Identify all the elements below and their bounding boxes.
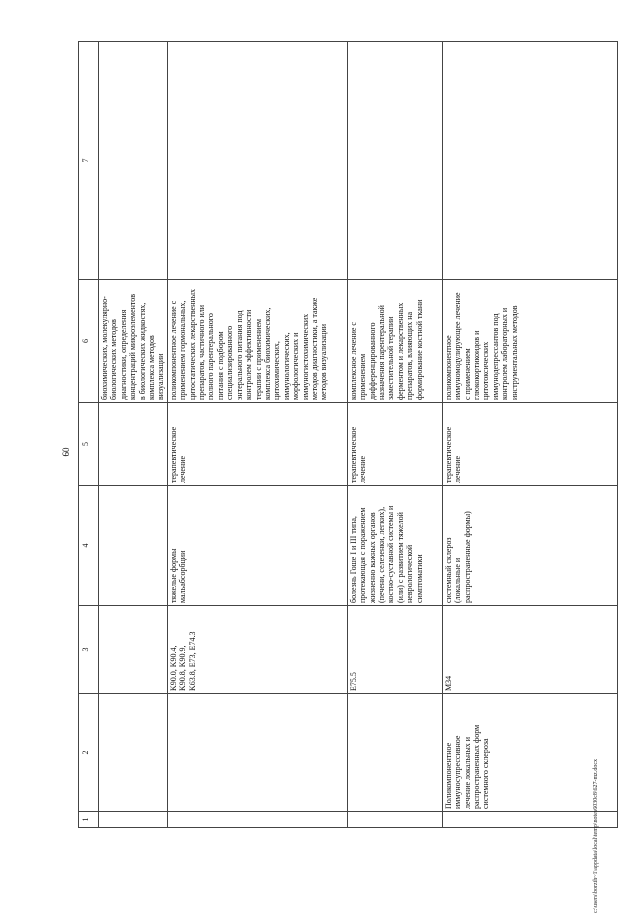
cell-cost	[99, 42, 168, 280]
cell-treatment-kind: терапевтическое лечение	[442, 403, 617, 486]
table-row	[347, 42, 442, 828]
cell-patient-model: тяжелые формы мальабсорбции	[167, 486, 347, 606]
column-header: 4	[79, 486, 99, 606]
column-header: 5	[79, 403, 99, 486]
cell-treatment-method: биохимических, молекулярно- биологических методов диагностики, определения концентраций микроэлементов в биологических жидкостях, комплекса методов визуализации	[99, 280, 168, 403]
cell-cost	[442, 42, 617, 280]
treatment-table	[78, 41, 618, 828]
cell-number	[99, 812, 168, 828]
cell-treatment-type	[347, 694, 442, 812]
footer-file-path: c:\users\borzih~1\appdata\local\temp\notes6030c8\627-mz.docx	[593, 758, 599, 913]
column-header: 2	[79, 694, 99, 812]
column-header: 1	[79, 812, 99, 828]
cell-icd-code: M34	[442, 606, 617, 694]
column-header: 7	[79, 42, 99, 280]
cell-icd-code: K90.0, K90.4, K90.8, K90.9, K63.8, E73, E74.3	[167, 606, 347, 694]
cell-number	[442, 812, 617, 828]
table-row	[167, 42, 347, 828]
column-header: 6	[79, 280, 99, 403]
cell-treatment-type	[99, 694, 168, 812]
cell-patient-model: системный склероз (локальные и распространенные формы)	[442, 486, 617, 606]
cell-treatment-type	[167, 694, 347, 812]
cell-icd-code	[99, 606, 168, 694]
cell-treatment-kind: терапевтическое лечение	[347, 403, 442, 486]
column-header: 3	[79, 606, 99, 694]
cell-treatment-kind: терапевтическое лечение	[167, 403, 347, 486]
cell-number	[167, 812, 347, 828]
cell-treatment-method: поликомпонентное иммуномодулирующее лечение с применением глюкокортикоидов и цитотоксических иммунодепрессантов под контролем лабораторных и инструментальных методов	[442, 280, 617, 403]
cell-treatment-kind	[99, 403, 168, 486]
cell-number	[347, 812, 442, 828]
cell-patient-model: болезнь Гоше I и III типа, протекающая с поражением жизненно важных органов (печени, селезенки, легких), костно-суставной системы и (или) с развитием тяжелой неврологической симптоматики	[347, 486, 442, 606]
cell-patient-model	[99, 486, 168, 606]
cell-cost	[347, 42, 442, 280]
cell-treatment-type: Поликомпонентное иммуносупрессивное лечение локальных и распространенных форм системного склероза	[442, 694, 617, 812]
header-row	[79, 42, 99, 828]
cell-cost	[167, 42, 347, 280]
cell-icd-code: E75.5	[347, 606, 442, 694]
cell-treatment-method: поликомпонентное лечение с применением гормональных, цитостатических лекарственных препаратов, частичного или полного парентерального питания с подбором специализированного энтерального питания под контролем эффективности терапии с применением комплекса биохимических, цитохимических, иммунологических, морфологических и иммуногистохимических методов диагностики, а также методов визуализации	[167, 280, 347, 403]
table-row	[442, 42, 617, 828]
cell-treatment-method: комплексное лечение с применением дифференцированного назначения парентеральной заместительной терапии ферментом и лекарственных препаратов, влияющих на формирование костной ткани	[347, 280, 442, 403]
landscape-table-container	[78, 42, 592, 828]
table-row	[99, 42, 168, 828]
page-number: 60	[61, 447, 71, 457]
